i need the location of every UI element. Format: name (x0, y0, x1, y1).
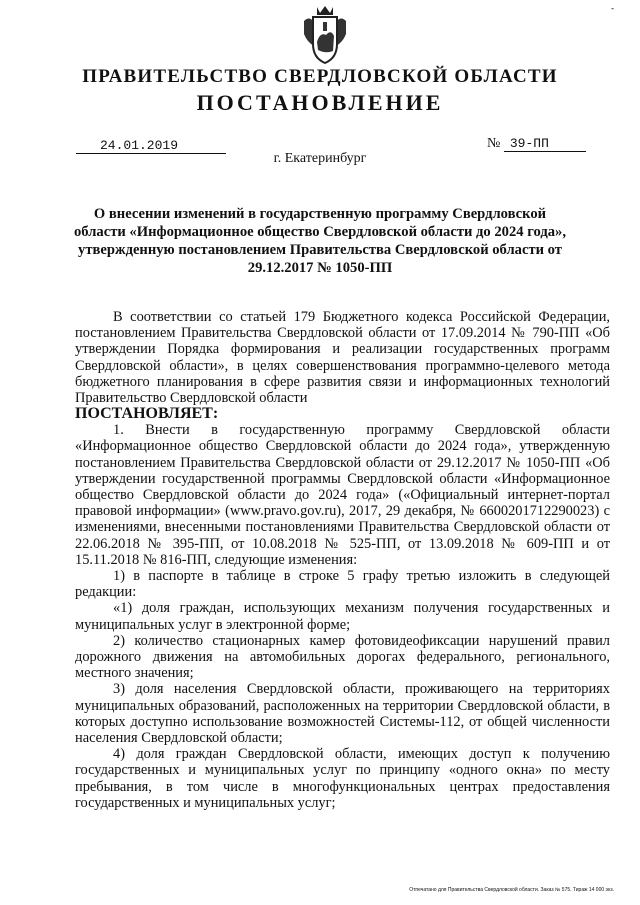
document-number: 39-ПП (504, 136, 586, 152)
document-title: О внесении изменений в государственную программу Свердловской области «Информационное общество Свердловской области до 2024 года», утвержденную постановлением Правительства Свердловской области от 29.12.2017 № 1050-ПП (74, 206, 566, 276)
document-city: г. Екатеринбург (273, 151, 367, 166)
number-sign: № (487, 136, 501, 151)
document-type: ПОСТАНОВЛЕНИЕ (196, 90, 444, 115)
coat-of-arms-icon (300, 4, 350, 66)
document-date: 24.01.2019 (76, 138, 226, 154)
resolves-heading: ПОСТАНОВЛЯЕТ: (75, 405, 219, 423)
document-body (75, 309, 610, 811)
preamble-paragraph: В соответствии со статьей 179 Бюджетного кодекса Российской Федерации, постановлением Правительства Свердловской области от 17.09.2014 № 790-ПП «Об утверждении Порядка формирования и реализации государственных программ Свердловской области», в целях совершенствования программно-целевого метода бюджетного планирования в сфере развития связи и информационных технологий Правительство Свердловской области (75, 309, 610, 407)
body-paragraph: 3) доля населения Свердловской области, проживающего на территориях муниципальных образований, расположенных на территории Свердловской области, в которых доступно использование возможностей Системы-112, от общей численности населения Свердловской области; (75, 681, 610, 747)
government-name: ПРАВИТЕЛЬСТВО СВЕРДЛОВСКОЙ ОБЛАСТИ (82, 66, 558, 87)
print-footer: Отпечатано для Правительства Свердловской области. Заказ № 575. Тираж 14 000 экз. (409, 887, 614, 893)
body-paragraph: «1) доля граждан, использующих механизм получения государственных и муниципальных услуг в электронной форме; (75, 600, 610, 633)
body-paragraph: 1) в паспорте в таблице в строке 5 графу третью изложить в следующей редакции: (75, 568, 610, 601)
body-paragraph: 4) доля граждан Свердловской области, имеющих доступ к получению государственных и муниципальных услуг по принципу «одного окна» по месту пребывания, в том числе в многофункциональных центрах предоставления государственных и муниципальных услуг; (75, 746, 610, 811)
body-paragraph: 2) количество стационарных камер фотовидеофиксации нарушений правил дорожного движения на автомобильных дорогах федерального, регионального, местного значения; (75, 632, 610, 682)
document-number-block (487, 136, 605, 152)
corner-mark: - (611, 3, 614, 13)
body-paragraph: 1. Внести в государственную программу Свердловской области «Информационное общество Свердловской области до 2024 года», утвержденную постановлением Правительства Свердловской области от 29.12.2017 № 1050-ПП «Об утверждении государственной программы Свердловской области «Информационное общество Свердловской области до 2024 года» («Официальный интернет-портал правовой информации» (www.pravo.gov.ru), 2017, 29 декабря, № 6600201712290023) с изменениями, внесенными постановлениями Правительства Свердловской области от 22.06.2018 № 395-ПП, от 10.08.2018 № 525-ПП, от 13.09.2018 № 609-ПП и от 15.11.2018 № 816-ПП, следующие изменения: (75, 422, 610, 568)
